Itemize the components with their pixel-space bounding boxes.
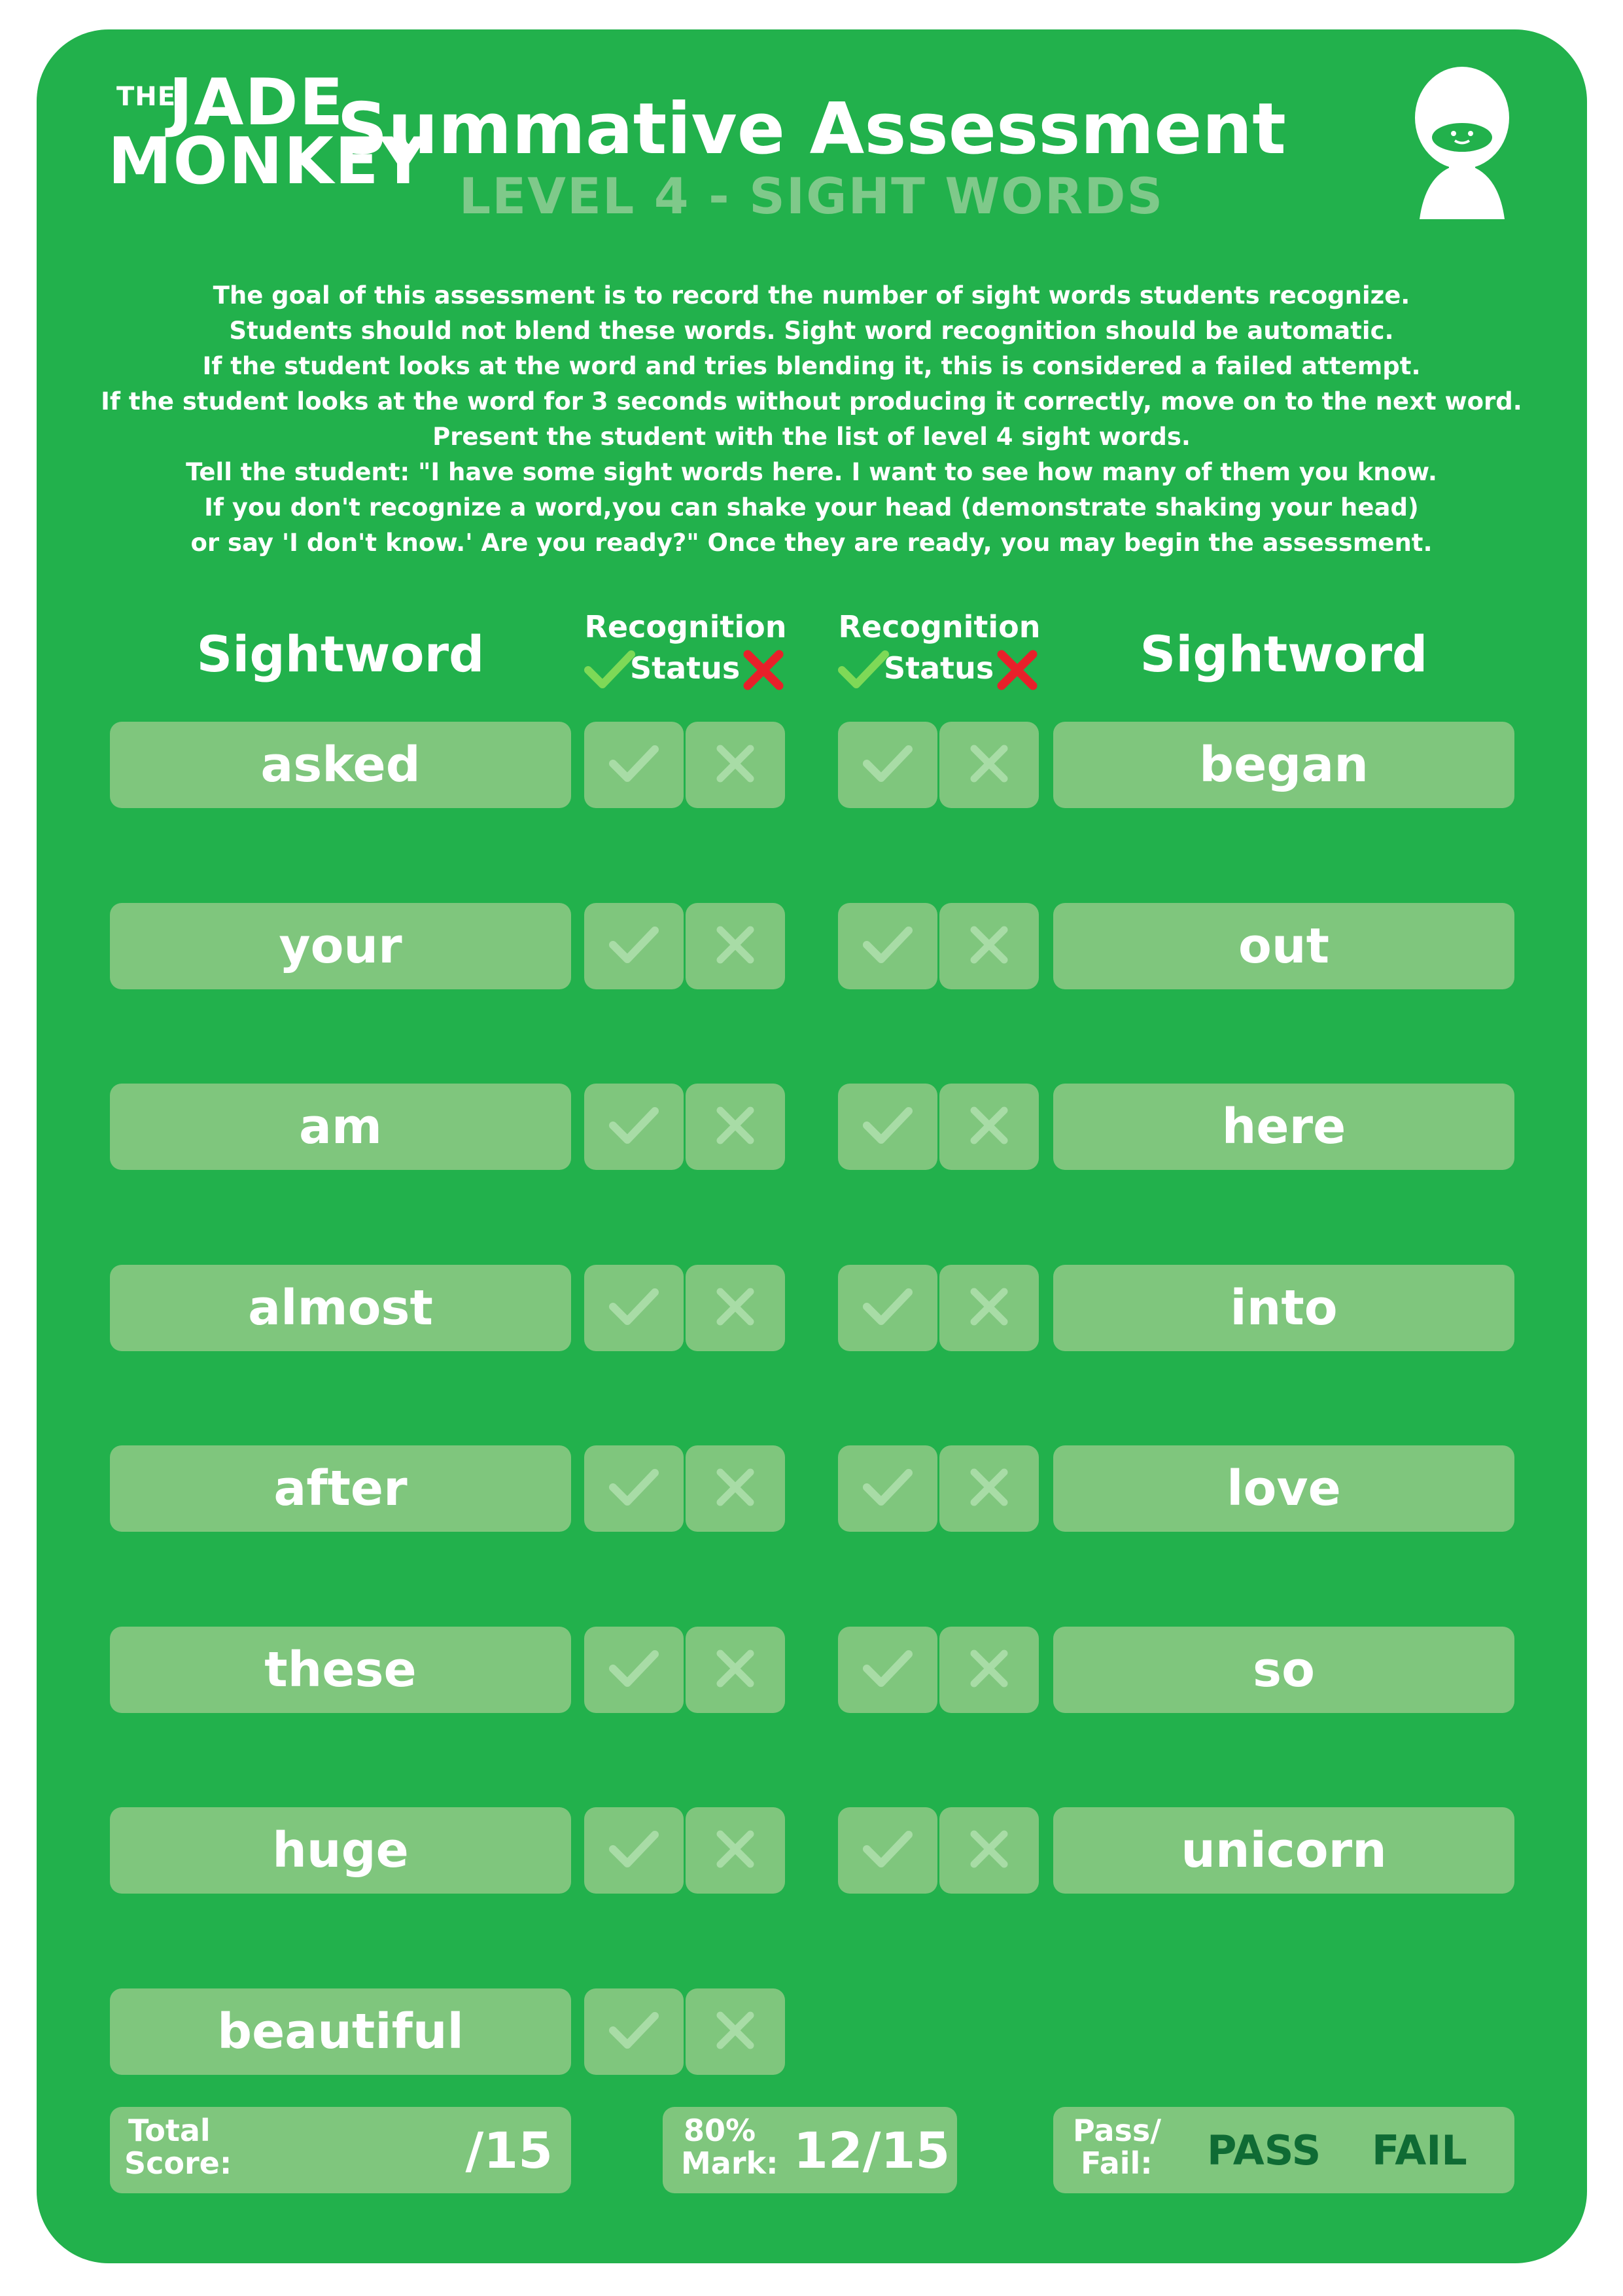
- check-icon: [862, 1828, 914, 1873]
- cross-icon: [712, 1464, 758, 1513]
- not-recognized-checkbox[interactable]: [939, 1627, 1039, 1713]
- passfail-label-1: Pass/: [1073, 2113, 1162, 2148]
- header-recognition-right: Recognition: [838, 609, 1041, 645]
- recognized-checkbox[interactable]: [838, 1084, 937, 1170]
- check-icon: [608, 1104, 660, 1149]
- check-icon: [862, 1286, 914, 1330]
- pass-option[interactable]: PASS: [1207, 2127, 1321, 2174]
- cross-icon: [966, 1464, 1012, 1513]
- check-icon: [608, 743, 660, 787]
- cross-icon: [966, 1103, 1012, 1151]
- instructions: [85, 278, 1538, 561]
- not-recognized-checkbox[interactable]: [686, 1807, 785, 1894]
- cross-icon: [712, 1103, 758, 1151]
- status-label: Status: [630, 650, 741, 686]
- not-recognized-checkbox[interactable]: [939, 1445, 1039, 1532]
- cross-icon: [966, 922, 1012, 970]
- total-score-box: [110, 2107, 571, 2193]
- cross-icon: [966, 1826, 1012, 1875]
- cross-icon: [966, 741, 1012, 789]
- instruction-line: If you don't recognize a word,you can shake your head (demonstrate shaking your head): [204, 493, 1419, 521]
- check-icon: [608, 1648, 660, 1692]
- fail-option[interactable]: FAIL: [1372, 2127, 1467, 2174]
- sightword-cell-left: asked: [110, 722, 571, 808]
- status-label: Status: [884, 650, 994, 686]
- sightword-cell-right: here: [1053, 1084, 1514, 1170]
- passfail-label-2: Fail:: [1081, 2146, 1153, 2181]
- sightword-cell-left: almost: [110, 1265, 571, 1351]
- recognized-checkbox[interactable]: [838, 722, 937, 808]
- cross-icon: [712, 1826, 758, 1875]
- recognized-checkbox[interactable]: [584, 903, 684, 989]
- recognized-checkbox[interactable]: [838, 903, 937, 989]
- cross-icon: [741, 648, 786, 692]
- instruction-line: If the student looks at the word for 3 seconds without producing it correctly, move on to the next word.: [101, 387, 1522, 415]
- cross-icon: [995, 648, 1039, 692]
- sightword-cell-left: after: [110, 1445, 571, 1532]
- check-icon: [608, 1828, 660, 1873]
- recognized-checkbox[interactable]: [584, 1445, 684, 1532]
- check-icon: [862, 1104, 914, 1149]
- pass-fail-box: [1053, 2107, 1514, 2193]
- not-recognized-checkbox[interactable]: [686, 1265, 785, 1351]
- sightword-cell-left: huge: [110, 1807, 571, 1894]
- not-recognized-checkbox[interactable]: [939, 1265, 1039, 1351]
- not-recognized-checkbox[interactable]: [686, 1445, 785, 1532]
- cross-icon: [712, 922, 758, 970]
- check-icon: [862, 1466, 914, 1511]
- sightword-cell-right: unicorn: [1053, 1807, 1514, 1894]
- not-recognized-checkbox[interactable]: [939, 1807, 1039, 1894]
- instruction-line: The goal of this assessment is to record the number of sight words students recognize.: [213, 281, 1410, 309]
- recognized-checkbox[interactable]: [584, 1265, 684, 1351]
- mark-value: 12/15: [794, 2121, 951, 2180]
- check-icon: [584, 649, 635, 690]
- instruction-line: Tell the student: "I have some sight words here. I want to see how many of them you know.: [186, 458, 1437, 486]
- logo-the: THE: [116, 82, 177, 112]
- recognized-checkbox[interactable]: [584, 1084, 684, 1170]
- logo-jade: JADE: [169, 65, 345, 140]
- check-icon: [862, 1648, 914, 1692]
- cross-icon: [712, 741, 758, 789]
- header-recognition-left: Recognition: [584, 609, 787, 645]
- check-icon: [608, 1466, 660, 1511]
- mark-box: [663, 2107, 957, 2193]
- sightword-cell-right: so: [1053, 1627, 1514, 1713]
- cross-icon: [712, 1284, 758, 1332]
- sightword-cell-right: out: [1053, 903, 1514, 989]
- not-recognized-checkbox[interactable]: [939, 722, 1039, 808]
- sightword-cell-left: these: [110, 1627, 571, 1713]
- not-recognized-checkbox[interactable]: [686, 1084, 785, 1170]
- not-recognized-checkbox[interactable]: [939, 903, 1039, 989]
- not-recognized-checkbox[interactable]: [686, 1988, 785, 2075]
- total-label-2: Score:: [124, 2146, 232, 2181]
- total-score-value[interactable]: /15: [465, 2121, 553, 2180]
- check-icon: [608, 1286, 660, 1330]
- sightword-cell-right: began: [1053, 722, 1514, 808]
- cross-icon: [712, 2007, 758, 2056]
- recognized-checkbox[interactable]: [584, 1988, 684, 2075]
- sightword-cell-left: your: [110, 903, 571, 989]
- cross-icon: [966, 1646, 1012, 1694]
- recognized-checkbox[interactable]: [838, 1265, 937, 1351]
- not-recognized-checkbox[interactable]: [686, 903, 785, 989]
- header-status-left: [584, 648, 787, 694]
- sightword-cell-right: love: [1053, 1445, 1514, 1532]
- logo-monkey: MONKEY: [108, 124, 428, 199]
- not-recognized-checkbox[interactable]: [686, 1627, 785, 1713]
- recognized-checkbox[interactable]: [838, 1807, 937, 1894]
- recognized-checkbox[interactable]: [584, 722, 684, 808]
- check-icon: [608, 2009, 660, 2054]
- cross-icon: [712, 1646, 758, 1694]
- check-icon: [608, 924, 660, 968]
- not-recognized-checkbox[interactable]: [939, 1084, 1039, 1170]
- mark-label-2: Mark:: [681, 2146, 778, 2181]
- page-title: Summative Assessment: [337, 88, 1286, 170]
- sightword-cell-left: am: [110, 1084, 571, 1170]
- not-recognized-checkbox[interactable]: [686, 722, 785, 808]
- recognized-checkbox[interactable]: [838, 1627, 937, 1713]
- total-label-1: Total: [128, 2113, 211, 2148]
- sightword-cell-right: into: [1053, 1265, 1514, 1351]
- page-subtitle: LEVEL 4 - SIGHT WORDS: [459, 167, 1164, 225]
- mark-label-1: 80%: [684, 2113, 756, 2148]
- check-icon: [862, 924, 914, 968]
- instruction-line: If the student looks at the word and tries blending it, this is considered a failed attempt.: [202, 352, 1421, 380]
- instruction-line: or say 'I don't know.' Are you ready?" Once they are ready, you may begin the assessment.: [190, 529, 1433, 557]
- check-icon: [838, 649, 889, 690]
- instruction-line: Present the student with the list of level 4 sight words.: [432, 423, 1191, 451]
- sightword-cell-left: beautiful: [110, 1988, 571, 2075]
- header-status-right: [838, 648, 1041, 694]
- header-sightword-right: Sightword: [1140, 625, 1428, 683]
- recognized-checkbox[interactable]: [584, 1627, 684, 1713]
- recognized-checkbox[interactable]: [584, 1807, 684, 1894]
- instruction-line: Students should not blend these words. Sight word recognition should be automatic.: [229, 317, 1394, 345]
- cross-icon: [966, 1284, 1012, 1332]
- recognized-checkbox[interactable]: [838, 1445, 937, 1532]
- header-sightword-left: Sightword: [196, 625, 485, 683]
- check-icon: [862, 743, 914, 787]
